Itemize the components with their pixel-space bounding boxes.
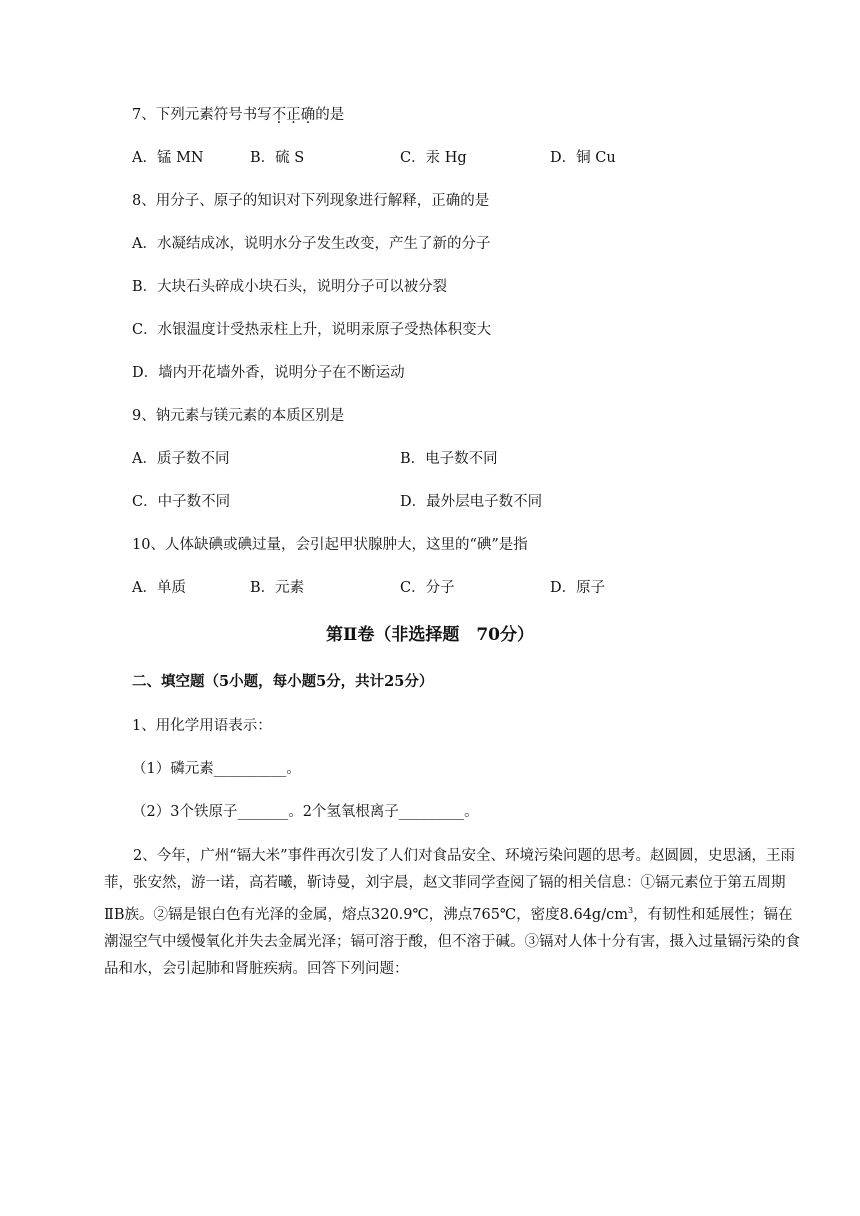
question-7-stem [132, 105, 344, 125]
q7-option-d: D．铜 Cu [550, 150, 616, 166]
q7-suffix: 的是 [315, 107, 345, 123]
q7-emphasis-char: 不 [271, 107, 287, 123]
q8-option-d: D．墙内开花墙外香，说明分子在不断运动 [132, 365, 405, 381]
fill-1-part-1: （1）磷元素__________。 [132, 761, 301, 777]
section-2-title: 第Ⅱ卷（非选择题 70分） [326, 625, 534, 645]
q7-option-a: A．锰 MN [132, 150, 204, 166]
fill-1-part-2: （2）3个铁原子_______。2个氢氧根离子_________。 [132, 804, 479, 820]
q9-option-c: C．中子数不同 [132, 494, 231, 510]
q9-option-d: D．最外层电子数不同 [400, 494, 543, 510]
q9-option-a: A．质子数不同 [132, 451, 230, 467]
question-10-stem: 10、人体缺碘或碘过量，会引起甲状腺肿大，这里的“碘”是指 [132, 537, 528, 553]
q8-option-b: B．大块石头碎成小块石头，说明分子可以被分裂 [132, 279, 448, 295]
question-8-stem: 8、用分子、原子的知识对下列现象进行解释，正确的是 [132, 193, 490, 209]
section-2-heading: 二、填空题（5小题，每小题5分，共计25分） [132, 673, 434, 690]
q7-option-b: B．硫 S [250, 150, 305, 166]
fill-2-text-part-1: 2、今年，广州“镉大米”事件再次引发了人们对食品安全、环境污染问题的思考。赵圆圆，史思涵，王雨菲，张安然，游一诺，高若曦，靳诗曼，刘宇晨，赵文菲同学查阅了镉的相关信息：①镉元素位于第五周期ⅡB族。②镉是银白色有光泽的金属，熔点320.9℃，沸点765℃，密度8.64g/cm [104, 848, 796, 923]
q10-option-d: D．原子 [550, 580, 606, 596]
superscript: 3 [627, 906, 634, 915]
q7-prefix: 7、下列元素符号书写 [132, 107, 272, 123]
q10-option-b: B．元素 [250, 580, 305, 596]
q8-option-c: C．水银温度计受热汞柱上升，说明汞原子受热体积变大 [132, 322, 492, 338]
fill-2-text-part-2: ，有韧性和延展性；镉在潮湿空气中缓慢氧化并失去金属光泽；镉可溶于酸，但不溶于碱。③镉对人体十分有害，摄入过量镉污染的食品和水，会引起肺和肾脏疾病。回答下列问题： [104, 906, 800, 977]
q8-option-a: A．水凝结成冰，说明水分子发生改变，产生了新的分子 [132, 236, 491, 252]
q10-option-a: A．单质 [132, 580, 186, 596]
question-9-stem: 9、钠元素与镁元素的本质区别是 [132, 408, 345, 424]
q7-emphasis-char: 确 [300, 107, 316, 123]
fill-1-stem: 1、用化学用语表示： [132, 718, 272, 734]
q7-option-c: C．汞 Hg [400, 150, 467, 166]
q10-option-c: C．分子 [400, 580, 455, 596]
q7-emphasis-char: 正 [286, 107, 301, 123]
fill-2-paragraph [104, 843, 804, 983]
q9-option-b: B．电子数不同 [400, 451, 498, 467]
